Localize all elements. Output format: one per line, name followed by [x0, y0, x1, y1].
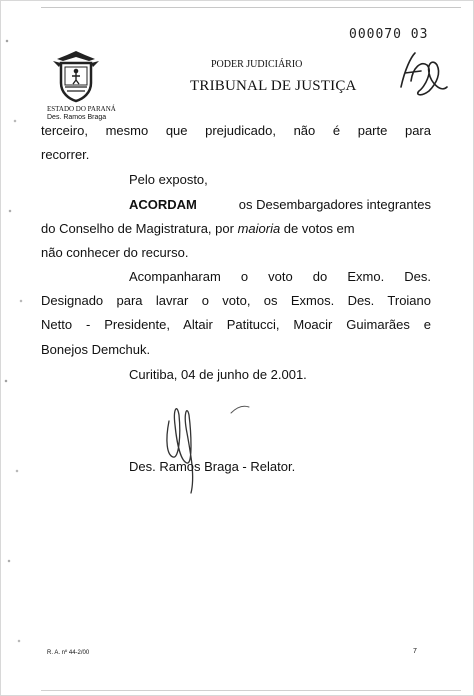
- page-number: 7: [413, 648, 417, 655]
- date-line: Curitiba, 04 de junho de 2.001.: [129, 367, 307, 382]
- body-line-2: recorrer.: [41, 147, 90, 162]
- body-line-4-rest: os Desembargadores integrantes: [235, 197, 431, 212]
- court-name: TRIBUNAL DE JUSTIÇA: [190, 78, 357, 94]
- state-name: ESTADO DO PARANÁ: [47, 105, 116, 113]
- body-line-10: Bonejos Demchuk.: [41, 342, 151, 357]
- handwritten-signature: [151, 391, 261, 501]
- parana-coat-of-arms: [51, 49, 101, 103]
- body-line-4: [129, 197, 431, 213]
- body-line-9: Netto - Presidente, Altair Patitucci, Moacir Guimarães e: [41, 317, 431, 332]
- maioria-word: maioria: [237, 221, 281, 236]
- acordam-word: ACORDAM: [129, 197, 197, 212]
- handwritten-initials: [391, 47, 451, 103]
- page-stamp-number: 000070 03: [349, 27, 429, 42]
- court-line-1: PODER JUDICIÁRIO: [211, 59, 303, 70]
- top-rule: [41, 7, 461, 8]
- body-line-3: Pelo exposto,: [129, 172, 208, 187]
- body-line-7: Acompanharam o voto do Exmo. Des.: [129, 269, 431, 284]
- body-line-8: Designado para lavrar o voto, os Exmos. Des. Troiano: [41, 293, 431, 308]
- body-line-6: não conhecer do recurso.: [41, 245, 189, 260]
- body-line-5: [41, 221, 431, 237]
- bottom-rule: [41, 690, 461, 691]
- body-line-5-b: de votos em: [280, 221, 355, 236]
- scan-edge-noise: [1, 1, 31, 696]
- judge-name-header: Des. Ramos Braga: [47, 114, 107, 121]
- form-code: R. A. nº 44-2/00: [47, 650, 90, 656]
- body-line-5-a: do Conselho de Magistratura, por: [41, 221, 238, 236]
- body-line-1: terceiro, mesmo que prejudicado, não é parte para: [41, 123, 431, 138]
- signature-name-line: Des. Ramos Braga - Relator.: [129, 459, 296, 474]
